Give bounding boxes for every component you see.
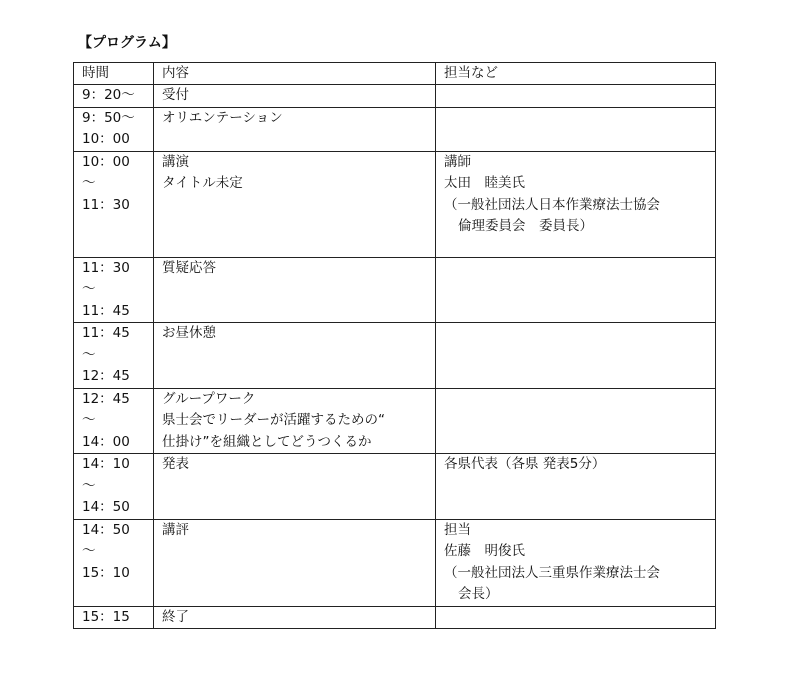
content-cell — [154, 606, 436, 629]
person-cell — [436, 323, 716, 389]
person-text: 講師 — [444, 153, 471, 170]
content-cell — [154, 323, 436, 389]
time-separator: ～ — [82, 175, 96, 191]
person-cell — [436, 606, 716, 629]
column-header-time: 時間 — [74, 63, 154, 85]
time-cell — [74, 323, 154, 389]
content-cell — [154, 85, 436, 108]
column-header-content: 内容 — [154, 63, 436, 85]
person-cell — [436, 85, 716, 108]
content-text: 仕掛け”を組織としてどうつくるか — [162, 433, 372, 450]
time-separator: ～ — [82, 477, 96, 494]
content-cell — [154, 151, 436, 257]
time-cell — [74, 454, 154, 520]
time-cell — [74, 388, 154, 454]
content-text: オリエンテーション — [162, 109, 283, 126]
time-text: 14：50 — [82, 521, 130, 538]
time-text: 11：45 — [82, 325, 130, 341]
time-cell — [74, 606, 154, 629]
time-separator: ～ — [82, 346, 96, 363]
content-text: グループワーク — [162, 390, 256, 407]
person-text: 太田 睦美氏 — [444, 175, 525, 191]
content-text: 講演 — [162, 153, 189, 170]
content-text: 受付 — [162, 87, 189, 103]
time-cell — [74, 85, 154, 108]
time-separator: ～ — [82, 543, 96, 559]
time-text: 14：50 — [82, 499, 130, 515]
time-text: 12：45 — [82, 368, 130, 384]
content-cell — [154, 388, 436, 454]
program-table — [73, 62, 716, 629]
person-text: 各県代表（各県 発表5分） — [444, 456, 606, 472]
time-text: 9：50～ — [82, 109, 135, 126]
content-text: タイトル未定 — [162, 175, 243, 191]
content-text: 質疑応答 — [162, 259, 216, 276]
person-text: （一般社団法人日本作業療法士協会 — [444, 196, 660, 213]
table-row — [74, 388, 716, 454]
person-text: 担当 — [444, 521, 471, 538]
person-cell — [436, 107, 716, 151]
table-row — [74, 107, 716, 151]
content-text: お昼休憩 — [162, 325, 216, 341]
time-text: 14：00 — [82, 433, 130, 450]
time-text: 9：20～ — [82, 87, 135, 103]
content-cell — [154, 257, 436, 323]
time-text: 15：15 — [82, 608, 130, 625]
column-header-person: 担当など — [436, 63, 716, 85]
table-row — [74, 85, 716, 108]
time-text: 12：45 — [82, 390, 130, 407]
time-text: 11：45 — [82, 302, 130, 319]
content-text: 終了 — [162, 608, 189, 625]
time-separator: ～ — [82, 281, 96, 297]
table-row — [74, 606, 716, 629]
table-row — [74, 454, 716, 520]
time-text: 11：30 — [82, 259, 130, 276]
person-cell — [436, 454, 716, 520]
time-cell — [74, 519, 154, 606]
person-cell — [436, 151, 716, 257]
person-cell — [436, 388, 716, 454]
content-text: 県士会でリーダーが活躍するための“ — [162, 412, 385, 428]
table-header-row — [74, 63, 716, 85]
person-text: 会長） — [458, 586, 499, 602]
content-cell — [154, 107, 436, 151]
person-text: （一般社団法人三重県作業療法士会 — [444, 564, 660, 581]
time-text: 14：10 — [82, 456, 130, 472]
time-cell — [74, 107, 154, 151]
time-cell — [74, 257, 154, 323]
table-row — [74, 519, 716, 606]
table-row — [74, 257, 716, 323]
person-text: 倫理委員会 委員長） — [458, 218, 593, 234]
time-separator: ～ — [82, 412, 96, 428]
content-cell — [154, 519, 436, 606]
content-text: 発表 — [162, 456, 189, 472]
content-text: 講評 — [162, 521, 189, 538]
page-heading: 【プログラム】 — [78, 35, 176, 51]
time-text: 10：00 — [82, 153, 130, 170]
time-text: 10：00 — [82, 131, 130, 147]
table-row — [74, 151, 716, 257]
time-text: 15：10 — [82, 564, 130, 581]
time-text: 11：30 — [82, 196, 130, 213]
person-cell — [436, 519, 716, 606]
time-cell — [74, 151, 154, 257]
table-row — [74, 323, 716, 389]
content-cell — [154, 454, 436, 520]
person-text: 佐藤 明俊氏 — [444, 543, 525, 559]
person-cell — [436, 257, 716, 323]
